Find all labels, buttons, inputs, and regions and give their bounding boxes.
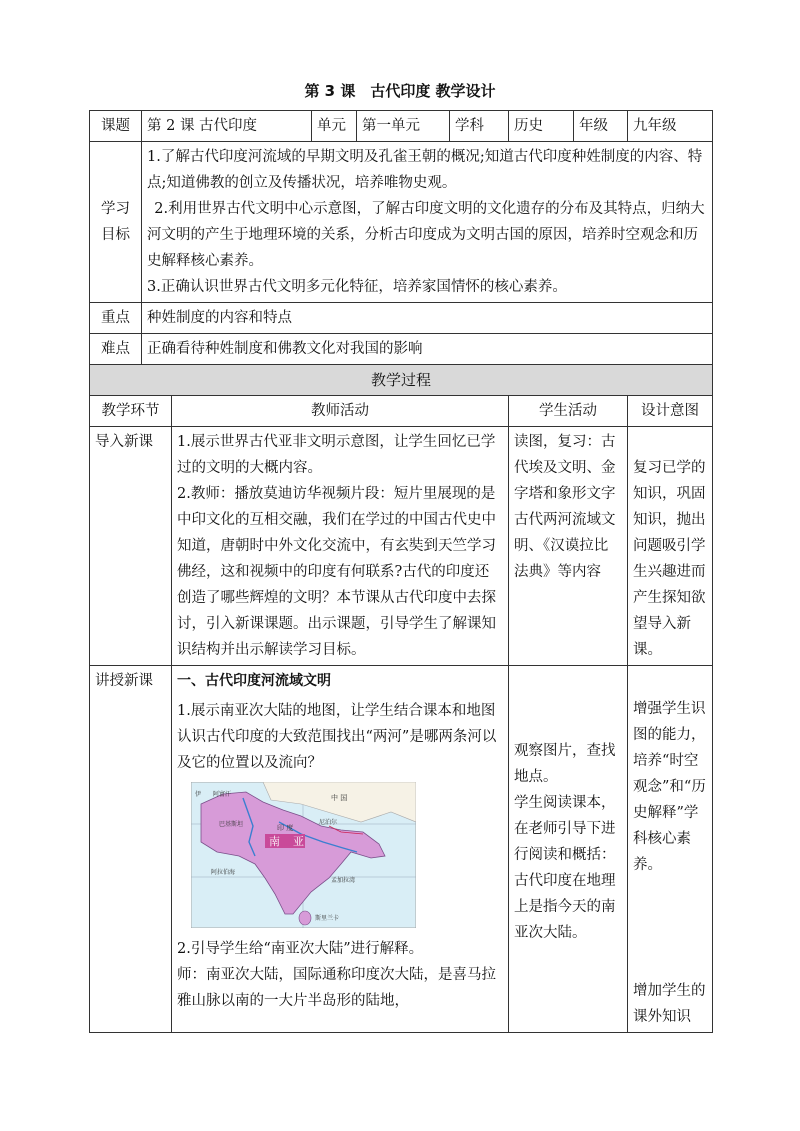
page-title: 第 3 课 古代印度 教学设计 <box>304 82 496 100</box>
map-label-india: 印 度 <box>277 824 294 832</box>
map-label-sea: 阿拉伯海 <box>211 869 236 876</box>
process-header-row <box>90 365 713 396</box>
intro-teacher-2: 2.教师：播放莫迪访华视频片段：短片里展现的是中印文化的互相交融，我们在学过的中国古代史中知道，唐朝时中外文化交流中，有玄奘到天竺学习佛经，这和视频中的印度有何联系?古代的印度还创造了哪些辉煌的文明？本节课从古代印度中去探讨，引入新课课题。出示课题，引导学生了解课知识结构并出示解读学习目标。 <box>177 486 496 658</box>
lecture-section-title: 一、古代印度河流域文明 <box>177 673 331 689</box>
lecture-intent-2: 增加学生的课外知识 <box>633 983 706 1025</box>
lecture-row <box>90 666 713 1033</box>
intro-intent-text: 复习已学的知识，巩固知识，抛出问题吸引学生兴趣进而产生探知欲望导入新课。 <box>633 460 706 658</box>
subject-value: 历史 <box>509 111 574 142</box>
goal-item-1: 1.了解古代印度河流域的早期文明及孔雀王朝的概况;知道古代印度种姓制度的内容、特点;知道佛教的创立及传播状况，培养唯物史观。 <box>147 149 703 191</box>
lecture-stage: 讲授新课 <box>90 666 172 1033</box>
lecture-teacher-2: 2.引导学生给“南亚次大陆”进行解释。 <box>177 941 424 957</box>
key-point-label: 重点 <box>90 303 142 334</box>
intro-stage: 导入新课 <box>90 427 172 666</box>
key-point-value: 种姓制度的内容和特点 <box>142 303 713 334</box>
topic-value: 第 2 课 古代印度 <box>142 111 312 142</box>
lecture-intent-1: 增强学生识图的能力，培养“时空观念”和“历史解释”学科核心素养。 <box>633 701 706 873</box>
unit-value: 第一单元 <box>357 111 450 142</box>
lecture-teacher <box>172 666 509 1033</box>
lecture-student-1: 观察图片，查找地点。 <box>514 743 616 785</box>
map-label-south: 南 <box>269 835 280 848</box>
map-label-afghan: 阿富汗 <box>213 791 232 798</box>
column-header-row <box>90 396 713 427</box>
subject-label: 学科 <box>450 111 509 142</box>
intro-row <box>90 427 713 666</box>
lecture-teacher-3: 师：南亚次大陆，国际通称印度次大陆，是喜马拉雅山脉以南的一大片半岛形的陆地， <box>177 967 496 1009</box>
unit-label: 单元 <box>312 111 357 142</box>
goal-item-3: 3.正确认识世界古代文明多元化特征，培养家国情怀的核心素养。 <box>147 279 567 295</box>
goals-label: 学习目标 <box>90 142 142 303</box>
process-header: 教学过程 <box>90 365 713 396</box>
grade-label: 年级 <box>574 111 628 142</box>
col-header-stage: 教学环节 <box>90 396 172 427</box>
intro-student: 读图，复习：古代埃及文明、金字塔和象形文字古代两河流域文明、《汉谟拉比法典》等内容 <box>509 427 628 666</box>
difficulty-row <box>90 334 713 365</box>
goals-content <box>142 142 713 303</box>
col-header-teacher: 教师活动 <box>172 396 509 427</box>
map-label-asia: 亚 <box>293 835 304 848</box>
col-header-intent: 设计意图 <box>628 396 713 427</box>
lecture-teacher-1: 1.展示南亚次大陆的地图，让学生结合课本和地图认识古代印度的大致范围找出“两河”是哪两条河以及它的位置以及流向？ <box>177 703 497 771</box>
lecture-student-3: 古代印度在地理上是指今天的南亚次大陆。 <box>514 873 616 941</box>
map-label-pakistan: 巴基斯坦 <box>219 821 244 828</box>
south-asia-map <box>191 782 416 928</box>
key-point-row <box>90 303 713 334</box>
lecture-student-2: 学生阅读课本，在老师引导下进行阅读和概括： <box>514 795 616 863</box>
lesson-plan-table <box>89 110 713 1033</box>
grade-value: 九年级 <box>628 111 713 142</box>
intro-teacher <box>172 427 509 666</box>
difficulty-label: 难点 <box>90 334 142 365</box>
goal-item-2: 2.利用世界古代文明中心示意图，了解古印度文明的文化遗存的分布及其特点，归纳大河文明的产生于地理环境的关系，分析古印度成为文明古国的原因，培养时空观念和历史解释核心素养。 <box>147 201 705 269</box>
info-row <box>90 111 713 142</box>
topic-label: 课题 <box>90 111 142 142</box>
intro-intent <box>628 427 713 666</box>
lecture-student <box>509 666 628 1033</box>
map-label-sri: 斯里兰卡 <box>315 915 340 922</box>
goals-row <box>90 142 713 303</box>
lecture-intent <box>628 666 713 1033</box>
intro-teacher-1: 1.展示世界古代亚非文明示意图，让学生回忆已学过的文明的大概内容。 <box>177 434 496 476</box>
map-label-iran: 伊 <box>195 791 202 798</box>
map-label-nepal: 尼泊尔 <box>319 819 338 826</box>
difficulty-value: 正确看待种姓制度和佛教文化对我国的影响 <box>142 334 713 365</box>
map-label-bay: 孟加拉湾 <box>331 877 356 884</box>
col-header-student: 学生活动 <box>509 396 628 427</box>
map-label-china: 中 国 <box>331 794 348 802</box>
